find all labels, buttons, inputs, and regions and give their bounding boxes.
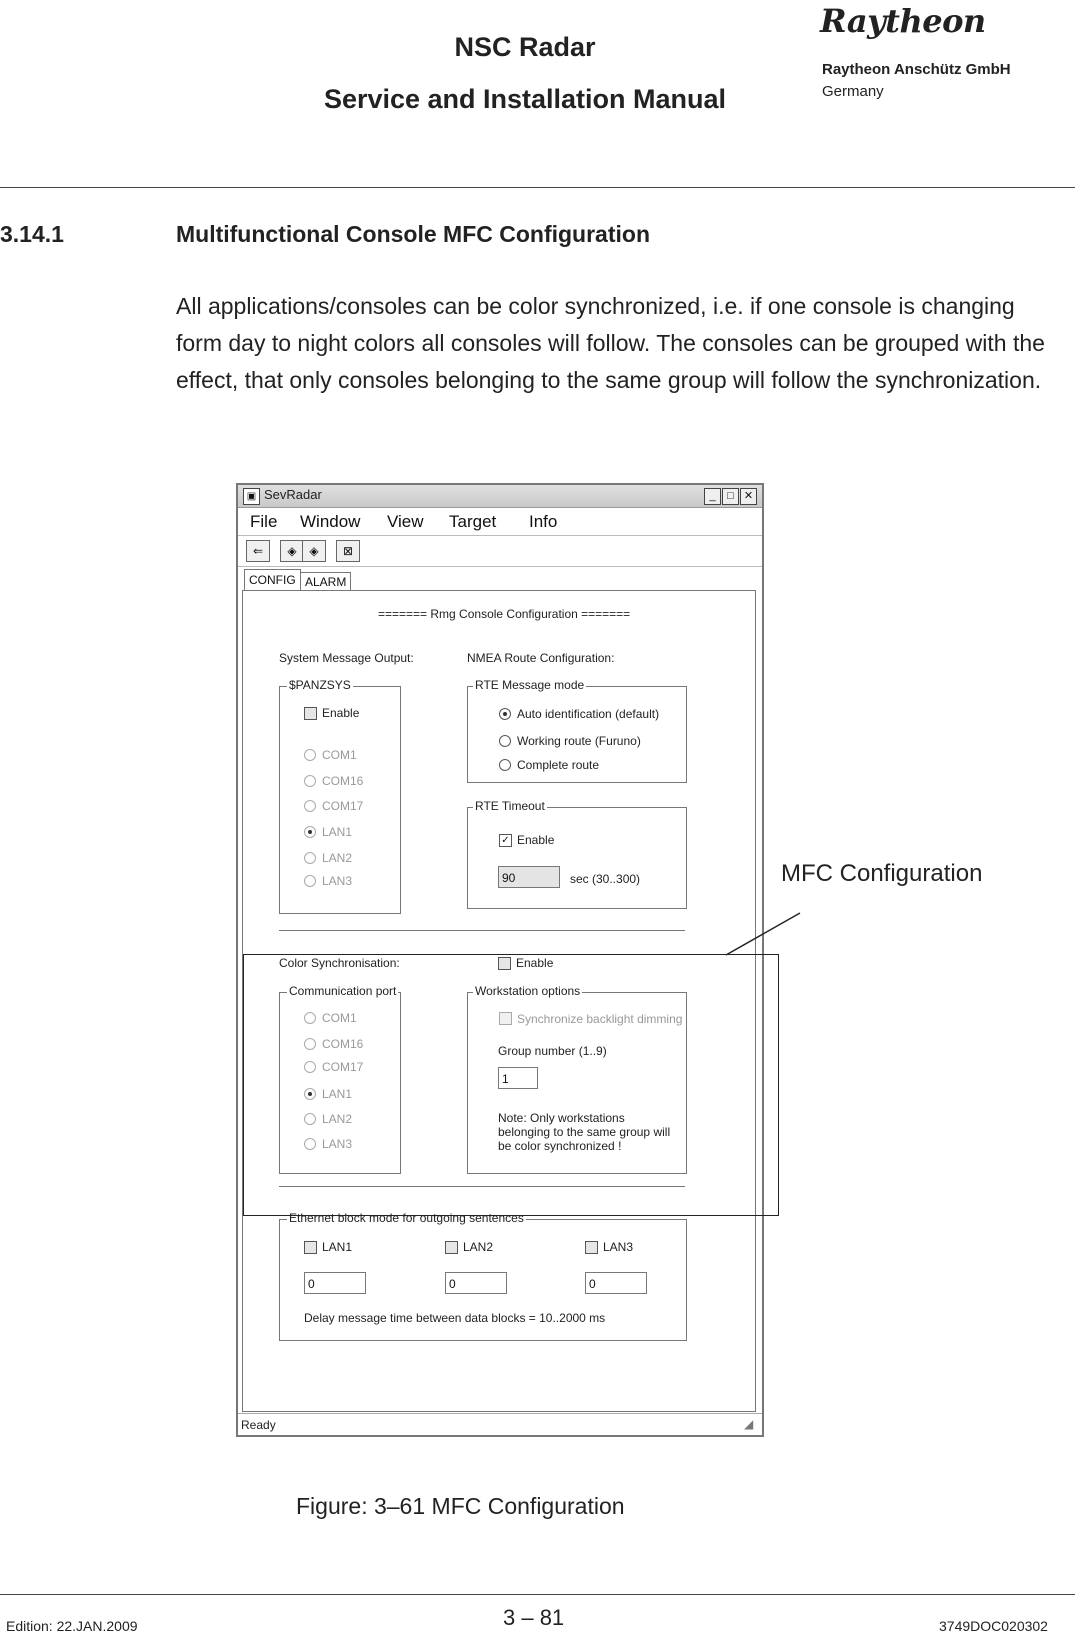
backlight-sync-label: Synchronize backlight dimming — [517, 1012, 683, 1026]
menu-bar — [238, 508, 762, 534]
raytheon-logo: Raytheon — [820, 2, 986, 40]
ethernet-lan1-label: LAN1 — [322, 1240, 353, 1254]
header-rule — [0, 187, 1075, 188]
ethernet-lan1-checkbox[interactable] — [304, 1241, 317, 1254]
rte-mode-legend: RTE Message mode — [475, 678, 585, 692]
panzsys-lan2-radio[interactable] — [304, 852, 316, 864]
minimize-icon[interactable]: _ — [704, 488, 721, 505]
panzsys-lan1-label: LAN1 — [322, 825, 353, 839]
tab-config[interactable]: CONFIG — [244, 569, 301, 592]
rte-mode-group — [467, 678, 687, 783]
tab-alarm[interactable]: ALARM — [300, 572, 351, 592]
menu-window[interactable]: Window — [300, 512, 361, 531]
panzsys-com16-label: COM16 — [322, 774, 364, 788]
rte-timeout-unit: sec (30..300) — [570, 872, 641, 886]
ethernet-lan2-checkbox[interactable] — [445, 1241, 458, 1254]
panzsys-group — [279, 678, 401, 914]
auto-identification-label: Auto identification (default) — [517, 707, 660, 721]
status-bar — [238, 1413, 762, 1436]
rte-timeout-input[interactable]: 90 — [498, 866, 560, 888]
ethernet-lan2-label: LAN2 — [463, 1240, 494, 1254]
rte-timeout-enable-label: Enable — [517, 833, 555, 847]
callout-leader-line — [720, 905, 810, 965]
section-title: Multifunctional Console MFC Configuration — [176, 221, 650, 247]
panzsys-com1-radio[interactable] — [304, 749, 316, 761]
window-title: SevRadar — [264, 487, 322, 502]
group-number-label: Group number (1..9) — [498, 1044, 607, 1058]
panzsys-enable-checkbox[interactable] — [304, 707, 317, 720]
color-sync-note: Note: Only workstations belonging to the same group will be color synchronized ! — [498, 1111, 671, 1153]
rte-timeout-group — [467, 799, 687, 909]
edition-date: Edition: 22.JAN.2009 — [6, 1618, 138, 1634]
status-text: Ready — [241, 1418, 276, 1432]
communication-port-legend: Communication port — [289, 984, 397, 998]
sync-com16-label: COM16 — [322, 1037, 364, 1051]
group-number-input[interactable]: 1 — [498, 1067, 538, 1089]
ethernet-lan2-input[interactable]: 0 — [445, 1272, 507, 1294]
sync-com17-label: COM17 — [322, 1060, 364, 1074]
sync-lan2-label: LAN2 — [322, 1112, 353, 1126]
complete-route-radio[interactable] — [499, 759, 511, 771]
panzsys-com17-label: COM17 — [322, 799, 364, 813]
panzsys-lan1-radio[interactable] — [304, 826, 316, 838]
ethernet-block-legend: Ethernet block mode for outgoing sentences — [289, 1211, 524, 1225]
ethernet-block-group — [279, 1211, 687, 1341]
panzsys-lan3-label: LAN3 — [322, 874, 353, 888]
menu-file[interactable]: File — [250, 512, 278, 531]
menu-info[interactable]: Info — [529, 512, 558, 531]
back-arrow-icon[interactable]: ⇐ — [246, 540, 270, 562]
figure-caption: Figure: 3–61 MFC Configuration — [296, 1493, 625, 1519]
section-body: All applications/consoles can be color synchronized, i.e. if one console is changing form day to night colors all consoles will follow. The consoles can be grouped with the effect, that only consoles belonging to the same group will follow the synchronization. — [176, 293, 1045, 393]
ethernet-lan3-input[interactable]: 0 — [585, 1272, 647, 1294]
document-id: 3749DOC020302 — [939, 1618, 1048, 1634]
rte-timeout-legend: RTE Timeout — [475, 799, 545, 813]
menu-view[interactable]: View — [387, 512, 424, 531]
separator-1 — [279, 930, 685, 931]
color-sync-label: Color Synchronisation: — [279, 956, 400, 970]
workstation-options-legend: Workstation options — [475, 984, 581, 998]
menu-target[interactable]: Target — [449, 512, 497, 531]
panzsys-legend: $PANZSYS — [289, 678, 351, 692]
app-icon: ▣ — [243, 488, 260, 505]
ethernet-lan3-checkbox[interactable] — [585, 1241, 598, 1254]
connect-icon[interactable]: ◈ — [280, 540, 304, 562]
resize-grip-icon[interactable]: ◢ — [744, 1417, 754, 1431]
page-number: 3 – 81 — [503, 1605, 565, 1630]
panzsys-com16-radio[interactable] — [304, 775, 316, 787]
ethernet-lan3-label: LAN3 — [603, 1240, 634, 1254]
panzsys-lan3-radio[interactable] — [304, 875, 316, 887]
working-route-label: Working route (Furuno) — [517, 734, 641, 748]
window-titlebar — [238, 485, 762, 508]
section-number: 3.14.1 — [0, 221, 64, 247]
footer-rule — [0, 1594, 1075, 1595]
close-icon[interactable]: ✕ — [740, 488, 757, 505]
disconnect-icon[interactable]: ◈ — [302, 540, 326, 562]
panzsys-enable-label: Enable — [322, 706, 360, 720]
document-subtitle: Service and Installation Manual — [323, 84, 727, 114]
auto-identification-radio[interactable] — [499, 708, 511, 720]
company-country: Germany — [822, 83, 884, 100]
callout-label: MFC Configuration — [781, 860, 983, 887]
settings-icon[interactable]: ⊠ — [336, 540, 360, 562]
system-output-label: System Message Output: — [279, 651, 414, 665]
document-title: NSC Radar — [454, 32, 596, 62]
rte-timeout-enable-checkbox[interactable]: ✓ — [499, 834, 512, 847]
ethernet-delay-text: Delay message time between data blocks = 10..2000 ms — [304, 1311, 606, 1325]
maximize-icon[interactable]: □ — [722, 488, 739, 505]
sync-lan3-label: LAN3 — [322, 1137, 353, 1151]
ethernet-lan1-input[interactable]: 0 — [304, 1272, 366, 1294]
config-heading: ======= Rmg Console Configuration ======= — [378, 607, 631, 621]
nmea-route-label: NMEA Route Configuration: — [467, 651, 615, 665]
complete-route-label: Complete route — [517, 758, 600, 772]
sync-com1-label: COM1 — [322, 1011, 357, 1025]
mfc-highlight-box — [243, 954, 779, 1216]
sync-lan1-label: LAN1 — [322, 1087, 353, 1101]
panzsys-com17-radio[interactable] — [304, 800, 316, 812]
company-name: Raytheon Anschütz GmbH — [822, 61, 1011, 78]
panzsys-com1-label: COM1 — [322, 748, 357, 762]
toolbar — [238, 535, 762, 567]
working-route-radio[interactable] — [499, 735, 511, 747]
color-sync-enable-label: Enable — [516, 956, 554, 970]
panzsys-lan2-label: LAN2 — [322, 851, 353, 865]
